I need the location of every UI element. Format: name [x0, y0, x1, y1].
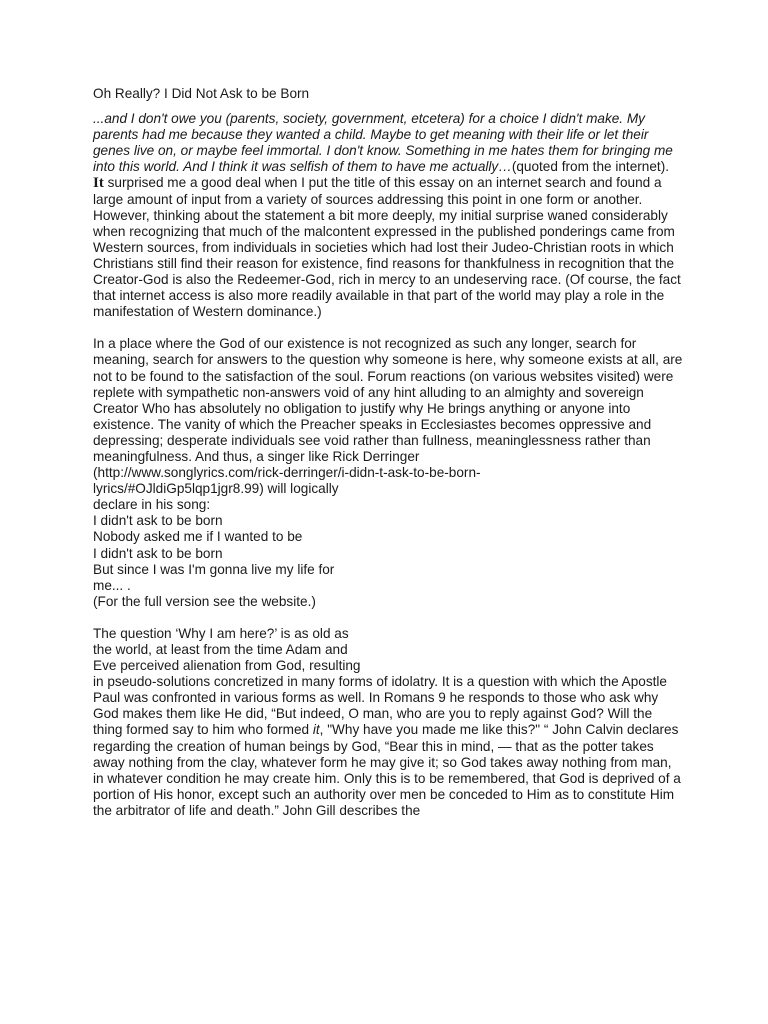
paragraph-3-line-2: the world, at least from the time Adam and	[93, 642, 348, 657]
quote-citation: (quoted from the internet).	[511, 159, 669, 175]
full-version-note: (For the full version see the website.)	[93, 593, 316, 609]
paragraph-1	[93, 111, 683, 320]
paragraph-2	[93, 336, 683, 610]
lyric-line-2: Nobody asked me if I wanted to be	[93, 529, 303, 545]
declare-line: declare in his song:	[93, 497, 211, 513]
song-url-line-2: lyrics/#OJldiGp5lqp1jgr8.99) will logically	[93, 481, 339, 497]
document-title: Oh Really? I Did Not Ask to be Born	[93, 86, 310, 101]
internet-quote: ...and I don't owe you (parents, society, government, etcetera) for a choice I didn't make. My parents had me because they wanted a child. Maybe to get meaning with their life or let their genes live on, or maybe feel immortal. I don't know. Something in me hates them for bringing me into this world. And I think it was selfish of them to have me actually…	[93, 111, 673, 175]
lyric-line-4: But since I was I'm gonna live my life for	[93, 561, 335, 577]
paragraph-2-body: In a place where the God of our existence is not recognized as such any longer, search for meaning, search for answers to the question why someone is here, why someone exists at all, are not to be found to the satisfaction of the soul. Forum reactions (on various websites visited) were replete with sympathetic non-answers void of any hint alluding to an almighty and sovereign Creator Who has absolutely no obligation to justify why He brings anything or anyone into existence. The vanity of which the Preacher speaks in Ecclesiastes becomes oppressive and depressing; desperate individuals see void rather than fullness, meaninglessness rather than meaningfulness. And thus, a singer like Rick Derringer	[93, 336, 683, 464]
song-url-line-1: (http://www.songlyrics.com/rick-derringer/i-didn-t-ask-to-be-born-	[93, 465, 481, 481]
lyric-line-3: I didn't ask to be born	[93, 545, 223, 561]
italic-it-word: it	[312, 722, 320, 738]
lyric-line-1: I didn't ask to be born	[93, 513, 223, 529]
paragraph-3-body: in pseudo-solutions concretized in many forms of idolatry. It is a question with which the Apostle Paul was confronted in various forms as well. In Romans 9 he responds to those who ask why God makes them like He did, “But indeed, O man, who are you to reply against God? Will the thing formed say to him who formed	[93, 674, 667, 738]
paragraph-3-line-3: Eve perceived alienation from God, resulting	[93, 658, 361, 674]
paragraph-3-line-1: The question ‘Why I am here?’ is as old as	[93, 625, 349, 641]
paragraph-1-body: surprised me a good deal when I put the title of this essay on an internet search and found a large amount of input from a variety of sources addressing this point in one form or another. However, thinking about the statement a bit more deeply, my initial surprise waned considerably when recognizing that much of the malcontent expressed in the published ponderings came from Western sources, from individuals in societies which had lost their Judeo-Christian roots in which Christians still find their reason for existence, find reasons for thankfulness in recognition that the Creator-God is also the Redeemer-God, rich in mercy to an undeserving race. (Of course, the fact that internet access is also more readily available in that part of the world may play a role in the manifestation of Western dominance.)	[93, 175, 681, 320]
document-page	[93, 86, 683, 819]
paragraph-3-continuation: , "Why have you made me like this?" “ John Calvin declares regarding the creation of human beings by God, “Bear this in mind, — that as the potter takes away nothing from the clay, whatever form he may give it; so God takes away nothing from man, in whatever condition he may create him. Only this is to be remembered, that God is deprived of a portion of His honor, except such an authority over men be conceded to Him as to constitute Him the arbitrator of life and death.” John Gill describes the	[93, 722, 681, 818]
paragraph-3	[93, 626, 683, 819]
emphasized-word: It	[93, 175, 104, 192]
lyric-line-5: me... .	[93, 577, 131, 593]
